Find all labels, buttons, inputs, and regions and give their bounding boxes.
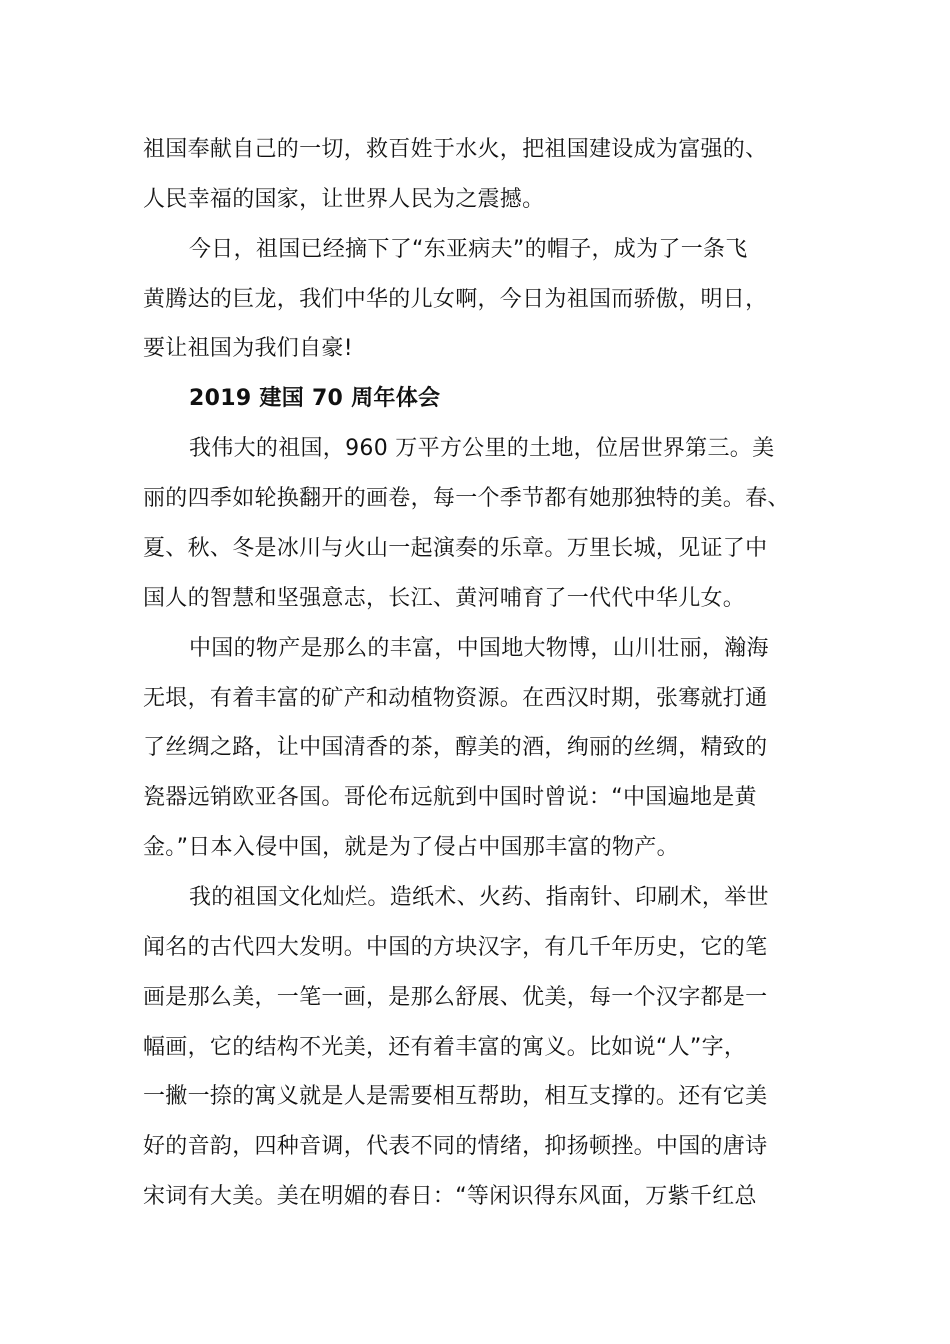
text-line-5: 要让祖国为我们自豪! xyxy=(143,336,353,361)
text-line-20: 一撇一捺的寓义就是人是需要相互帮助，相互支撑的。还有它美 xyxy=(143,1084,768,1109)
text-line-16: 我的祖国文化灿烂。造纸术、火药、指南针、印刷术，举世 xyxy=(189,885,769,910)
text-line-13: 了丝绸之路，让中国清香的茶，醇美的酒，绚丽的丝绸，精致的 xyxy=(143,735,768,760)
text-line-4: 黄腾达的巨龙，我们中华的儿女啊，今日为祖国而骄傲，明日， xyxy=(143,287,768,312)
text-line-10: 国人的智慧和坚强意志，长江、黄河哺育了一代代中华儿女。 xyxy=(143,586,746,611)
text-line-12: 无垠，有着丰富的矿产和动植物资源。在西汉时期，张骞就打通 xyxy=(143,686,768,711)
text-line-3: 今日，祖国已经摘下了“东亚病夫”的帽子，成为了一条飞 xyxy=(189,237,748,262)
text-line-15: 金。”日本入侵中国，就是为了侵占中国那丰富的物产。 xyxy=(143,835,679,860)
text-line-17: 闻名的古代四大发明。中国的方块汉字，有几千年历史，它的笔 xyxy=(143,935,768,960)
text-line-18: 画是那么美，一笔一画，是那么舒展、优美，每一个汉字都是一 xyxy=(143,985,768,1010)
text-line-1: 祖国奉献自己的一切，救百姓于水火，把祖国建设成为富强的、 xyxy=(143,137,768,162)
text-line-11: 中国的物产是那么的丰富，中国地大物博，山川壮丽，瀚海 xyxy=(189,636,769,661)
text-line-14: 瓷器远销欧亚各国。哥伦布远航到中国时曾说：“中国遍地是黄 xyxy=(143,785,757,810)
text-line-7: 我伟大的祖国，960 万平方公里的土地，位居世界第三。美 xyxy=(189,436,775,461)
text-line-19: 幅画，它的结构不光美，还有着丰富的寓义。比如说“人”字， xyxy=(143,1035,747,1060)
text-line-22: 宋词有大美。美在明媚的春日：“等闲识得东风面，万紫千红总 xyxy=(143,1184,757,1209)
text-line-2: 人民幸福的国家，让世界人民为之震撼。 xyxy=(143,187,545,212)
text-line-9: 夏、秋、冬是冰川与火山一起演奏的乐章。万里长城，见证了中 xyxy=(143,536,768,561)
section-heading: 2019 建国 70 周年体会 xyxy=(189,386,441,411)
text-line-21: 好的音韵，四种音调，代表不同的情绪，抑扬顿挫。中国的唐诗 xyxy=(143,1134,768,1159)
text-line-8: 丽的四季如轮换翻开的画卷，每一个季节都有她那独特的美。春、 xyxy=(143,486,790,511)
